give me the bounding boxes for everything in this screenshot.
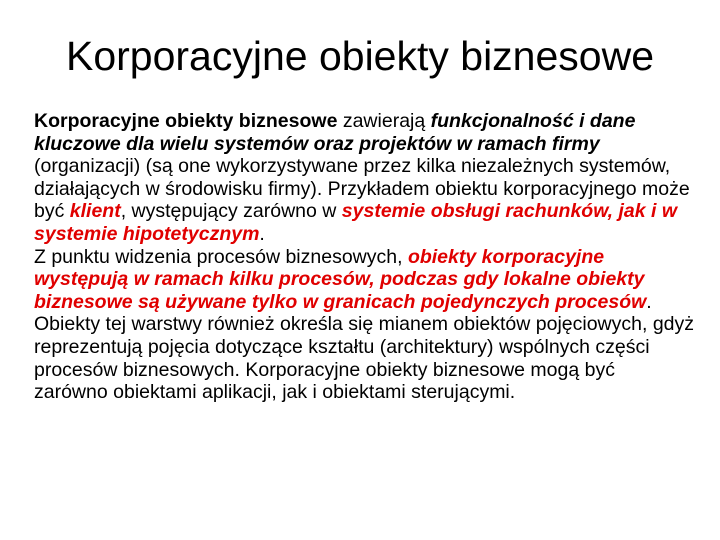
text-segment: Z punktu widzenia procesów biznesowych, <box>34 245 408 268</box>
text-segment: . Obiekty tej warstwy również określa się mianem obiektów pojęciowych, gdyż reprezentują pojęcia dotyczące kształtu (architektury) wspólnych części procesów biznesowych. Korporacyjne obiekty biznesowe mogą być zarówno obiektami aplikacji, jak i obiektami sterującymi. <box>34 290 695 404</box>
emphasis-functionality: funkcjonalność i dane kluczowe dla wielu systemów oraz projektów w ramach firmy <box>34 110 636 155</box>
slide-title: Korporacyjne obiekty biznesowe <box>66 33 654 79</box>
text-segment: . <box>259 222 265 245</box>
text-segment: zawierają <box>337 110 431 132</box>
slide-body <box>34 110 694 404</box>
highlight-corporate-objects: obiekty korporacyjne występują w ramach kilku procesów, podczas gdy lokalne obiekty biznesowe są używane tylko w granicach pojedynczych procesów <box>34 245 647 313</box>
text-segment: (organizacji) (są one wykorzystywane przez kilka niezależnych systemów, działających w środowisku firmy). Przykładem obiektu korporacyjnego może być <box>34 155 690 223</box>
paragraph-1 <box>34 110 694 246</box>
text-segment: , występujący zarówno w <box>120 200 342 223</box>
highlight-client: klient <box>69 200 121 223</box>
paragraph-2 <box>34 246 694 404</box>
highlight-systems: systemie obsługi rachunków, jak i w systemie hipotetycznym <box>34 200 678 245</box>
lead-bold-term: Korporacyjne obiekty biznesowe <box>34 110 338 132</box>
